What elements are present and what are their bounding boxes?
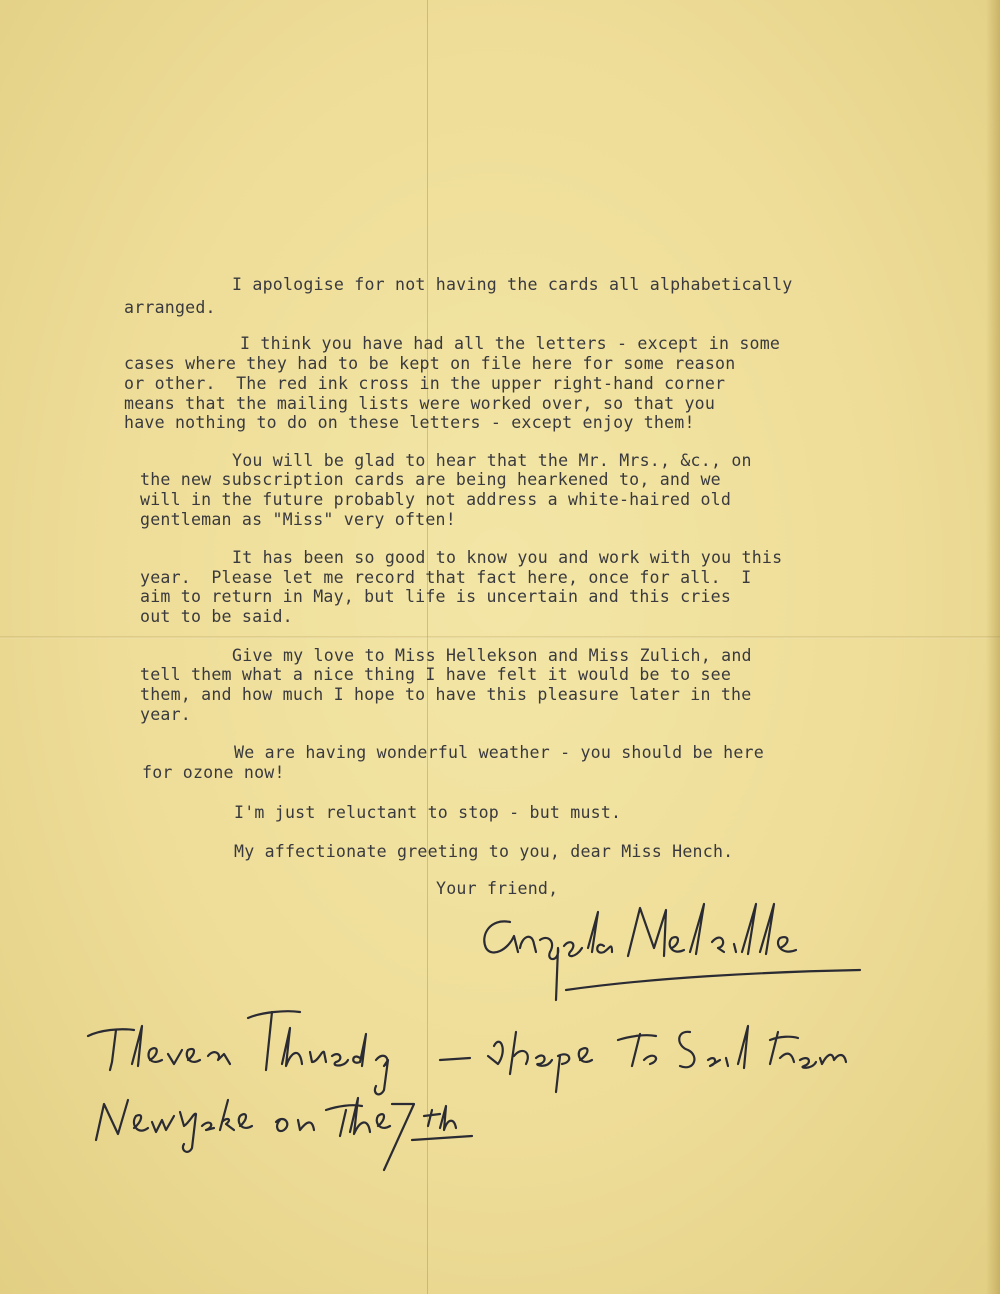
letter-line: cases where they had to be kept on file here for some reason [124,354,736,373]
letter-line: will in the future probably not address a white-haired old [140,490,732,509]
letter-line: tell them what a nice thing I have felt it would be to see [140,665,732,684]
letter-line: year. Please let me record that fact here, once for all. I [140,568,752,587]
postscript-line-1 [88,1011,846,1094]
letter-line: out to be said. [140,607,293,626]
letter-line: for ozone now! [142,763,285,782]
letter-line: gentleman as "Miss" very often! [140,510,456,529]
postscript-line-2 [96,1098,472,1170]
letter-line: Give my love to Miss Hellekson and Miss Zulich, and [232,646,752,665]
signature [484,904,860,1000]
letter-line: means that the mailing lists were worked over, so that you [124,394,716,413]
letter-line: or other. The red ink cross in the upper right-hand corner [124,374,726,393]
letter-line: My affectionate greeting to you, dear Miss Hench. [234,842,734,861]
letter-line: year. [140,705,191,724]
letter-line: I apologise for not having the cards all alphabetically [232,275,793,294]
letter-line: them, and how much I hope to have this pleasure later in the [140,685,752,704]
letter-line: arranged. [124,298,216,317]
letter-line: the new subscription cards are being hearkened to, and we [140,470,721,489]
letter-line: We are having wonderful weather - you should be here [234,743,764,762]
letter-line: I'm just reluctant to stop - but must. [234,803,622,822]
letter-line: It has been so good to know you and work with you this [232,548,783,567]
letter-line: You will be glad to hear that the Mr. Mrs., &c., on [232,451,752,470]
closing: Your friend, [436,879,559,898]
letter-line: aim to return in May, but life is uncertain and this cries [140,587,732,606]
letter-line: I think you have had all the letters - except in some [240,334,781,353]
letter-line: have nothing to do on these letters - except enjoy them! [124,413,695,432]
